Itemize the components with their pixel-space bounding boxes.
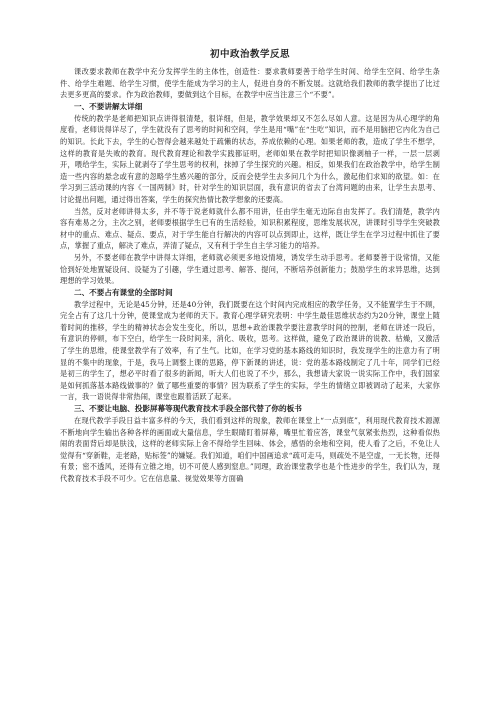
section-1-paragraph-2: 当然，反对老师讲得太多，并不等于说老师就什么都不用讲，任由学生毫无边际自由发挥了。我们清楚，教学内容有难易之分，主次之别，老师要根据学生已有的生活经验，知识积累程度，思维发展状况，讲课时引导学生突破教材中的重点、难点、疑点、要点，对于学生能自行解决的内容可以点到即止，这样，既让学生在学习过程中抓住了要点，掌握了重点，解决了难点，弄清了疑点，又有利于学生自主学习能力的培养。: [60, 206, 440, 251]
document-title: 初中政治教学反思: [209, 49, 290, 60]
section-heading-1: 一、不要讲解太详细: [74, 101, 143, 111]
intro-paragraph: 课改要求教师在教学中充分发挥学生的主体性，创造性：要求教师要善于给学生时间、给学生空间、给学生条件、给学生难题、给学生习惯，使学生能成为学习的主人，促进自身的不断发展。这就给我们教师的教学提出了比过去更多更高的要求。作为政治教师，要做到这个目标，在教学中应当注意三个“不要”。: [60, 67, 440, 100]
section-heading-3: 三、不要让电脑、投影屏幕等现代教育技术手段全部代替了你的板书: [74, 404, 302, 414]
section-1-paragraph-1: 传统的教学是老师把知识点讲得很清楚，很详细，但是，教学效果却又不怎么尽如人意。这是因为从心理学的角度看，老师说得详尽了，学生就没有了思考的时间和空间，学生是用“嘴”在“生吃”知识，而不是用脑把它内化为自己的知识。长此下去，学生的心智得会越来越处于疏懒的状态，养成依赖的心理。如果老师的教，造成了学生不想学，这样的教育是失败的教育。现代教育理论和教学实践都证明，老师如果在教学时把知识像剥柚子一样，一层一层剥开，喂给学生，实际上就剥夺了学生思考的权利，抹掉了学生探究的兴趣。相反，如果我们在政治教学中，给学生制造一些内容的悬念或有意的忽略学生感兴趣的部分，反而会使学生去多问几个为什么，激起他们求知的欲望。如：在学习到三活动课的内容《一国两制》时，针对学生的知识层面，我有意识的省去了台湾问题的由来，让学生去思考、讨论提出问题，通过得出答案，学生的探究热情比教学想象的还要高。: [60, 113, 440, 204]
section-1-paragraph-3: 另外，不要老师在教学中讲得太详细，老师就必须更多地设情境，诱发学生动手思考。老师要善于设常情，又能恰到好处地置疑设问、设疑为了引趣，学生通过思考、解答、提问，不断培养创新能力；鼓励学生的求异思维，达到理想的学习效果。: [60, 252, 440, 286]
section-3-paragraph-1: 在现代教学手段日益丰富多样的今天，我们看到这样的现象，教师在课堂上“一点到底”，利用现代教育技术源源不断地向学生输出各种各样的画面或大量信息，学生眼睛盯着屏幕，嘴里忙着应答，课堂气氛紧张热烈，这种看似热闹的表面背后却是肤浅，这样的老师实际上舍不得给学生回味、体会，感悟的余地和空间，使人看了之后，不免让人觉得有“穿新鞋，走老路，贴标签”的嫌疑。我们知道，咱们中国画追求“疏可走马，则疏处不是空虚，一无长物，还得有景；密不透风，还得有立锥之地，切不可使人感到窒息。”同理，政治课堂教学也是个性进步的学生，我们认为，现代教育技术手段不可少。它在信息量、视觉效果等方面确: [60, 416, 440, 483]
section-heading-2: 二、不要占有课堂的全部时间: [74, 287, 173, 297]
section-2-paragraph-1: 教学过程中，无论是45分钟，还是40分钟，我们既要在这个时间内完成相应的教学任务，又不能置学生于不顾，完全占有了这几十分钟，使课堂成为老师的天下。教育心理学研究表明：中学生最佳思维状态约为20分钟，课堂上随着时间的推移，学生的精神状态会发生变化，所以，思想+政治课教学要注意教学时间的控制，老师在讲述一段后，有意识的停顿，布下空白，给学生一段时间来，消化、吸收，思考。这样做，避免了政治课讲的说教、枯燥，又激活了学生的思维，使课堂教学有了效率，有了生气。比如，在学习党的基本路线的知识时，我发现学生的注意力有了明显的不集中的现象，于是，我马上调整上课的思路，停下新课的讲述，说：党的基本路线制定了几十年，同学们已经是初三的学生了，想必平时看了很多的新闻，听大人们也说了不少，那么，我想请大家说一说实际工作中，我们国家是如何抓落基本路线做事的？做了哪些重要的事情？因为联系了学生的实际，学生的情绪立即被调动了起来，大家你一言，我一语说得非常热闹，课堂也跟着活跃了起来。: [60, 299, 440, 402]
